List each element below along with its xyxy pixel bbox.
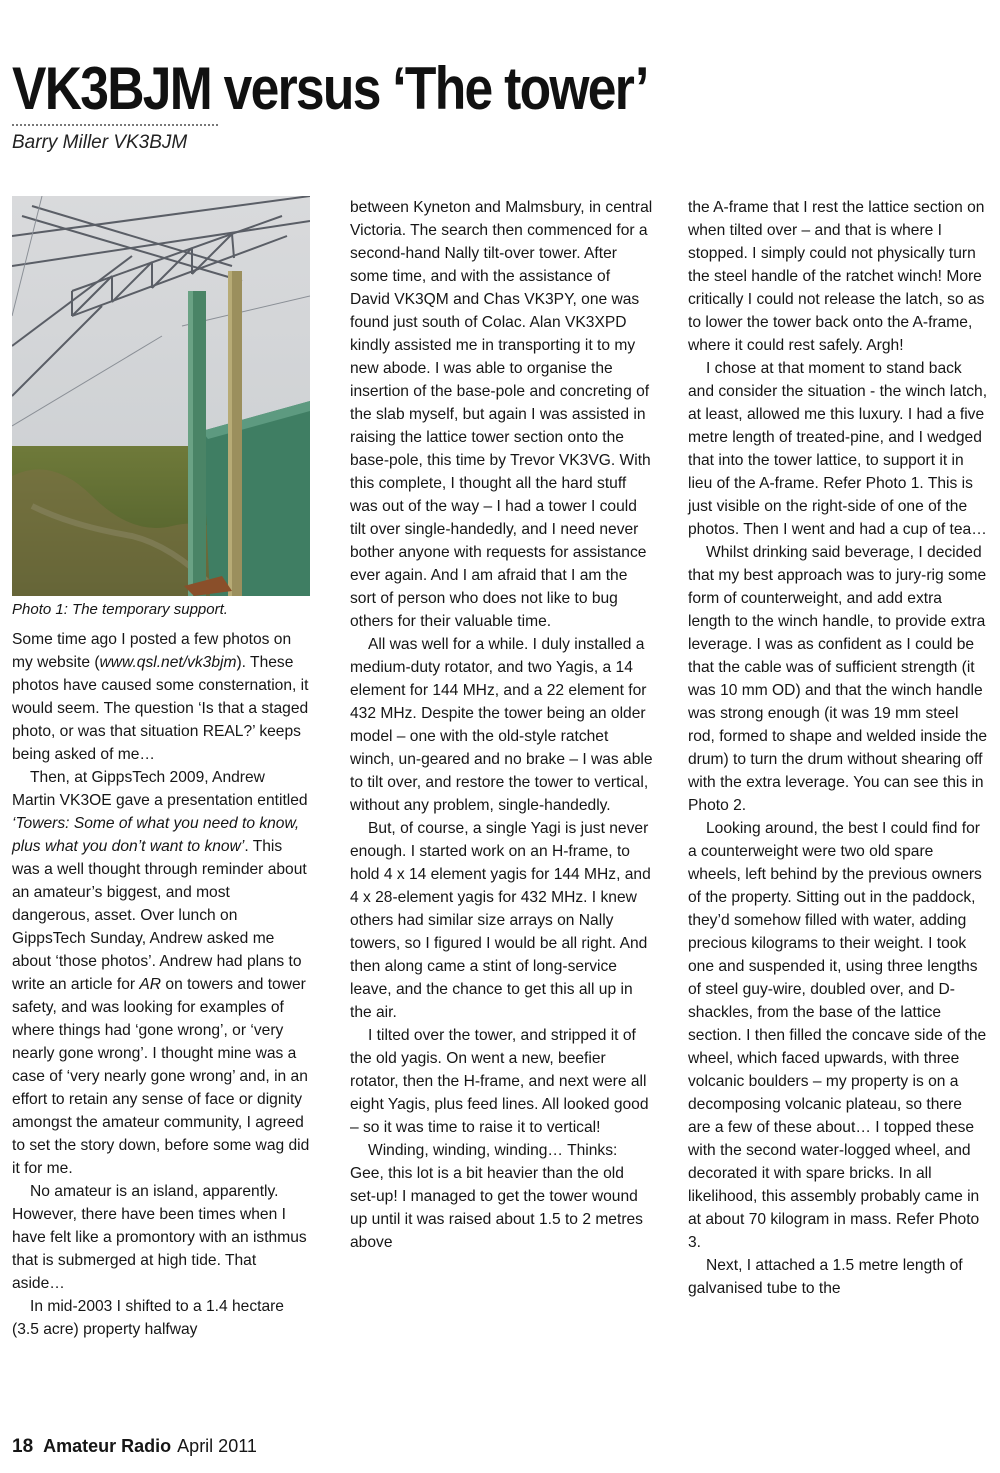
paragraph — [688, 817, 988, 1254]
paragraph — [12, 766, 310, 1180]
column-2-text — [350, 196, 654, 1254]
article-title: VK3BJM versus ‘The tower’ — [12, 55, 648, 122]
text-run: But, of course, a single Yagi is just never enough. I started work on an H-frame, to hold 4 x 14 element yagis for 144 MHz, and 4 x 28-element yagis for 432 MHz. I knew others had similar size arrays on Nally towers, so I figured I would be all right. And then along came a stint of long-service leave, and the chance to get this all up in the air. — [350, 820, 651, 1021]
magazine-name: Amateur Radio — [43, 1436, 172, 1456]
text-run: No amateur is an island, apparently. However, there have been times when I have felt like a promontory with an isthmus that is submerged at high tide. That aside… — [12, 1183, 307, 1292]
italic-text: ‘Towers: Some of what you need to know, plus what you don’t want to know’ — [12, 815, 300, 855]
paragraph — [12, 1295, 310, 1341]
text-run: Next, I attached a 1.5 metre length of galvanised tube to the — [688, 1257, 963, 1297]
text-run: the A-frame that I rest the lattice section on when tilted over – and that is where I stopped. I simply could not physically turn the steel handle of the ratchet winch! More critically I could not release the latch, so as to lower the tower back onto the A-frame, where it could rest safely. Argh! — [688, 199, 985, 354]
paragraph — [688, 541, 988, 817]
text-column-3 — [688, 196, 988, 1300]
text-column-2 — [350, 196, 654, 1254]
issue-date: April 2011 — [177, 1436, 257, 1456]
title-divider — [12, 124, 218, 126]
text-run: between Kyneton and Malmsbury, in central Victoria. The search then commenced for a second-hand Nally tilt-over tower. After some time, and with the assistance of David VK3QM and Chas VK3PY, one was found just south of Colac. Alan VK3XPD kindly assisted me in transporting it to my new abode. I was able to organise the insertion of the base-pole and concreting of the slab myself, but again I was assisted in raising the lattice tower section onto the base-pole, this time by Trevor VK3VG. With this complete, I thought all the hard stuff was out of the way – I had a tower I could tilt over single-handedly, and I need never bother anyone with requests for assistance ever again. And I am afraid that I am the sort of person who does not like to bug others for their valuable time. — [350, 199, 653, 630]
paragraph — [350, 196, 654, 633]
paragraph — [350, 1139, 654, 1254]
paragraph — [688, 1254, 988, 1300]
text-column-1 — [12, 196, 310, 1341]
text-run: Then, at GippsTech 2009, Andrew Martin VK3OE gave a presentation entitled — [12, 769, 308, 809]
column-1-text — [12, 628, 310, 1341]
text-run: In mid-2003 I shifted to a 1.4 hectare (3.5 acre) property halfway — [12, 1298, 284, 1338]
page-footer — [12, 1436, 257, 1458]
text-run: I chose at that moment to stand back and consider the situation - the winch latch, at least, allowed me this luxury. I had a five metre length of treated-pine, and I wedged that into the tower lattice, to support it in lieu of the A-frame. Refer Photo 1. This is just visible on the right-side of one of the photos. Then I went and had a cup of tea… — [688, 360, 988, 538]
page-number: 18 — [12, 1436, 34, 1457]
text-run: Whilst drinking said beverage, I decided that my best approach was to jury-rig some form of counterweight, and add extra length to the winch handle, to provide extra leverage. I was as confident as I could be that the cable was of sufficient strength (it was 10 mm OD) and that the winch handle was strong enough (it was 19 mm steel rod, formed to shape and welded inside the drum) to turn the drum without shearing off with the extra leverage. You can see this in Photo 2. — [688, 544, 988, 814]
text-run: Winding, winding, winding… Thinks: Gee, this lot is a bit heavier than the old set-up! I managed to get the tower wound up until it was raised about 1.5 to 2 metres above — [350, 1142, 643, 1251]
paragraph — [688, 196, 988, 357]
paragraph — [12, 1180, 310, 1295]
column-3-text — [688, 196, 988, 1300]
tower-photo-icon — [12, 196, 310, 596]
paragraph — [350, 1024, 654, 1139]
text-run: Looking around, the best I could find for a counterweight were two old spare wheels, left behind by the previous owners of the property. Sitting out in the paddock, they’d somehow filled with water, adding precious kilograms to their weight. I took one and suspended it, using three lengths of steel guy-wire, doubled over, and D-shackles, from the base of the lattice section. I then filled the concave side of the wheel, which faced upwards, with three volcanic boulders – my property is on a decomposing volcanic plateau, so there are a few of these about… I topped these with the second water-logged wheel, and decorated it with spare bricks. In all likelihood, this assembly probably came in at about 70 kilogram in mass. Refer Photo 3. — [688, 820, 987, 1251]
text-run: All was well for a while. I duly installed a medium-duty rotator, and two Yagis, a 14 element for 144 MHz, and a 22 element for 432 MHz. Despite the tower being an older model – one with the old-style ratchet winch, un-geared and no brake – I was able to tilt over, and restore the tower to vertical, without any problem, single-handedly. — [350, 636, 653, 814]
photo-figure — [12, 196, 310, 620]
text-run: . This was a well thought through reminder about an amateur’s biggest, and most dangerous, asset. Over lunch on GippsTech Sunday, Andrew asked me about ‘those photos’. Andrew had plans to write an article for — [12, 838, 307, 993]
photo-caption: Photo 1: The temporary support. — [12, 601, 228, 618]
text-run: on towers and tower safety, and was looking for examples of where things had ‘gone wrong’, or ‘very nearly gone wrong’. I thought mine was a case of ‘very nearly gone wrong’ and, in an effort to retain any sense of face or dignity amongst the amateur community, I agreed to set the story down, before some wag did it for me. — [12, 976, 310, 1177]
text-run: ). These photos have caused some consternation, it would seem. The question ‘Is that a staged photo, or was that situation REAL?’ keeps being asked of me… — [12, 654, 309, 763]
text-run: I tilted over the tower, and stripped it of the old yagis. On went a new, beefier rotator, then the H-frame, and next were all eight Yagis, plus feed lines. All looked good – so it was time to raise it to vertical! — [350, 1027, 649, 1136]
paragraph — [350, 633, 654, 817]
paragraph — [688, 357, 988, 541]
text-run: Some time ago I posted a few photos on my website ( — [12, 631, 292, 671]
paragraph — [350, 817, 654, 1024]
italic-text: AR — [139, 976, 162, 993]
article-author: Barry Miller VK3BJM — [12, 132, 188, 153]
paragraph — [12, 628, 310, 766]
italic-text: www.qsl.net/vk3bjm — [99, 654, 237, 671]
